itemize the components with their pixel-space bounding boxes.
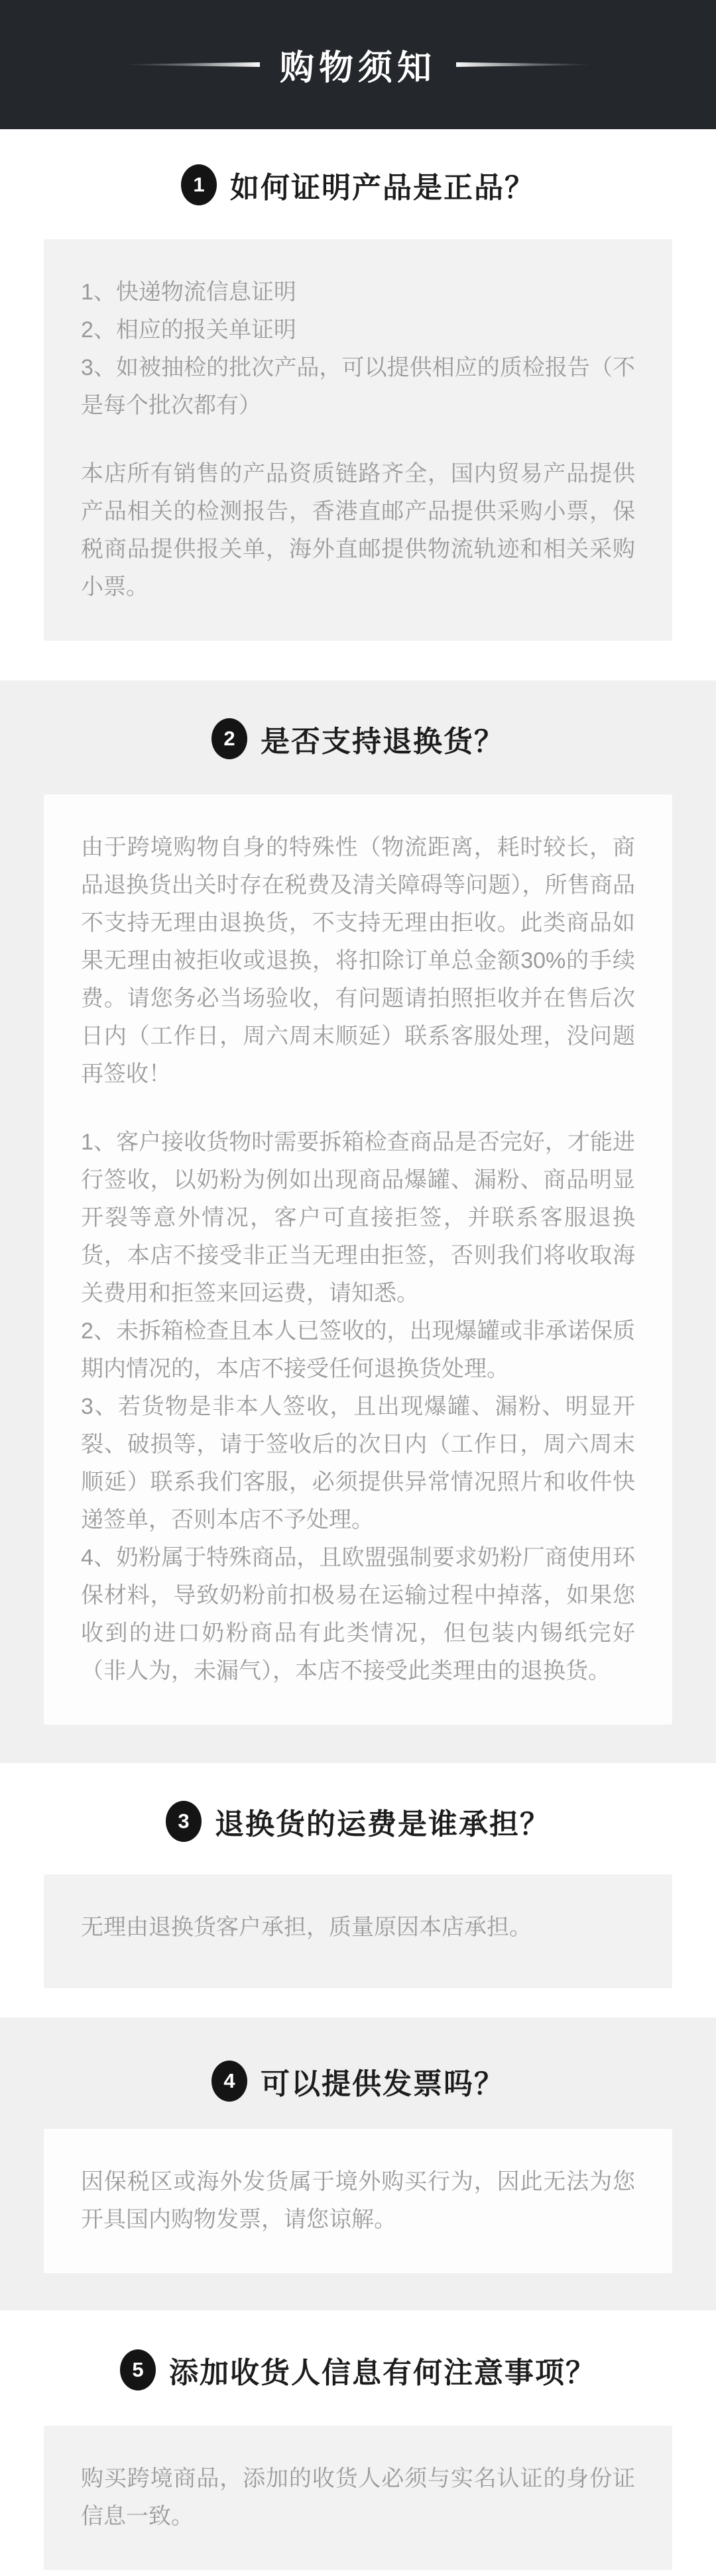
section-5-title: 添加收货人信息有何注意事项？ [169,2357,596,2389]
section-5-box [44,2426,672,2570]
list-item: 3、若货物是非本人签收，且出现爆罐、漏粉、明显开裂、破损等，请于签收后的次日内（工作日，周六周末顺延）联系我们客服，必须提供异常情况照片和收件快递签单，否则本店不予处理。 [81,1394,635,1532]
section-invoice [0,2017,716,2310]
section-recipient-info [0,2310,716,2570]
section-3-number-badge: 3 [166,1801,202,1842]
section-1-heading [0,164,716,206]
section-2-heading [0,718,716,760]
section-4-number-badge: 4 [211,2061,247,2102]
section-2-number-badge: 2 [211,718,247,759]
paragraph: 无理由退换货客户承担，质量原因本店承担。 [81,1915,532,1940]
page-title: 购物须知 [279,49,436,87]
section-authenticity [0,129,716,680]
section-3-heading [0,1800,716,1843]
section-1-title: 如何证明产品是正品？ [230,172,535,204]
section-returns [0,680,716,1763]
section-5-heading [0,2349,716,2391]
section-5-number-badge: 5 [120,2349,156,2390]
paragraph: 因保税区或海外发货属于境外购买行为，因此无法为您开具国内购物发票，请您谅解。 [81,2169,635,2232]
section-1-number-badge: 1 [181,164,217,205]
section-4-box [44,2129,672,2273]
list-item: 2、相应的报关单证明 [81,317,296,343]
section-4-heading [0,2060,716,2102]
section-2-title: 是否支持退换货？ [261,725,505,758]
paragraph: 购买跨境商品，添加的收货人必须与实名认证的身份证信息一致。 [81,2466,635,2529]
page-header-banner [0,0,716,129]
paragraph: 由于跨境购物自身的特殊性（物流距离，耗时较长，商品退换货出关时存在税费及清关障碍等问题），所售商品不支持无理由退换货，不支持无理由拒收。此类商品如果无理由被拒收或退换，将扣除订单总金额30%的手续费。请您务必当场验收，有问题请拍照拒收并在售后次日内（工作日，周六周末顺延）联系客服处理，没问题再签收！ [81,835,635,1087]
paragraph: 本店所有销售的产品资质链路齐全，国内贸易产品提供产品相关的检测报告，香港直邮产品提供采购小票，保税商品提供报关单，海外直邮提供物流轨迹和相关采购小票。 [81,461,635,600]
banner-divider-right [456,62,592,67]
section-return-shipping-fee [0,1763,716,2017]
banner-divider-left [124,62,260,67]
list-item: 1、客户接收货物时需要拆箱检查商品是否完好，才能进行签收，以奶粉为例如出现商品爆罐、漏粉、商品明显开裂等意外情况，客户可直接拒签，并联系客服退换货，本店不接受非正当无理由拒签，否则我们将收取海关费用和拒签来回运费，请知悉。 [81,1130,635,1306]
list-item: 4、奶粉属于特殊商品，且欧盟强制要求奶粉厂商使用环保材料，导致奶粉前扣极易在运输过程中掉落，如果您收到的进口奶粉商品有此类情况，但包装内锡纸完好（非人为，未漏气），本店不接受此类理由的退换货。 [81,1545,635,1684]
section-2-box [44,794,672,1725]
list-item: 1、快递物流信息证明 [81,280,296,305]
section-4-title: 可以提供发票吗？ [261,2068,505,2100]
section-3-title: 退换货的运费是谁承担？ [215,1808,550,1841]
section-1-box [44,239,672,641]
list-item: 3、如被抽检的批次产品，可以提供相应的质检报告（不是每个批次都有） [81,355,635,418]
list-item: 2、未拆箱检查且本人已签收的，出现爆罐或非承诺保质期内情况的，本店不接受任何退换货处理。 [81,1318,635,1381]
section-3-box [44,1874,672,1988]
